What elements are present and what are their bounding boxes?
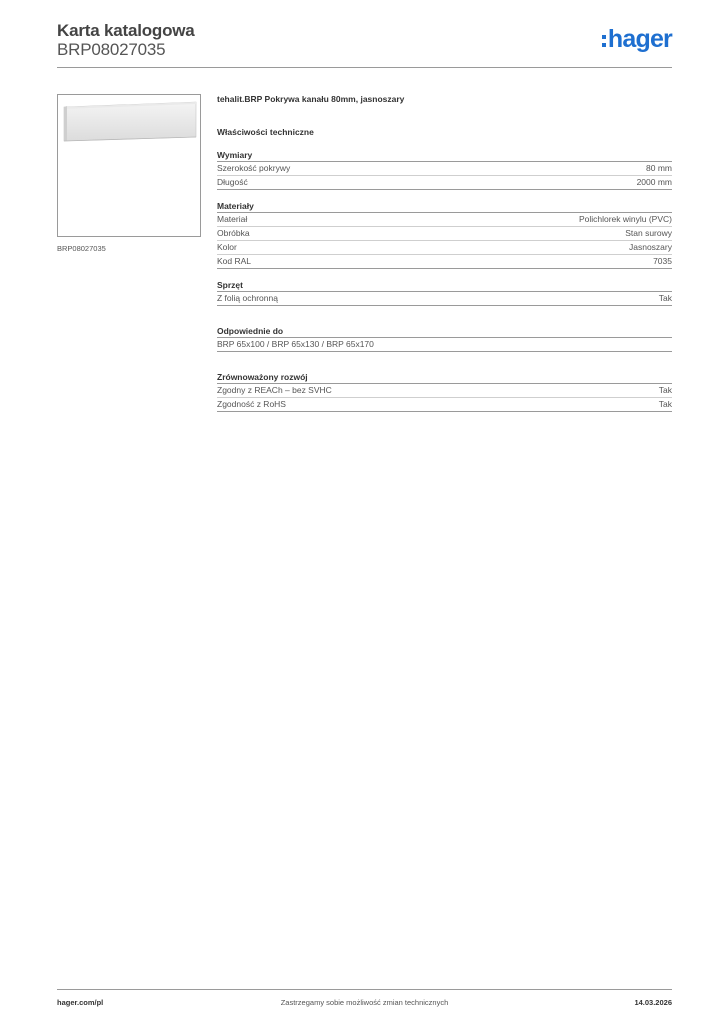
row-value: 80 mm bbox=[646, 163, 672, 173]
page-title: Karta katalogowa bbox=[57, 21, 195, 40]
section-title: Materiały bbox=[217, 198, 672, 213]
product-title: tehalit.BRP Pokrywa kanału 80mm, jasnoszary bbox=[217, 94, 405, 104]
header-divider bbox=[57, 67, 672, 68]
section-title: Sprzęt bbox=[217, 277, 672, 292]
section-wymiary bbox=[217, 147, 672, 190]
table-row bbox=[217, 176, 672, 190]
cable-cover-image bbox=[58, 95, 200, 236]
table-row bbox=[217, 162, 672, 176]
row-label: Zgodny z REACh – bez SVHC bbox=[217, 385, 332, 395]
row-label: Materiał bbox=[217, 214, 248, 224]
row-label: Długość bbox=[217, 177, 248, 187]
row-label: Zgodność z RoHS bbox=[217, 399, 286, 409]
logo-dots-icon bbox=[602, 35, 606, 47]
row-value: Tak bbox=[658, 399, 672, 409]
footer-url[interactable]: hager.com/pl bbox=[57, 998, 104, 1007]
hager-logo bbox=[602, 26, 672, 52]
footer-notice: Zastrzegamy sobie możliwość zmian technicznych bbox=[280, 998, 449, 1007]
section-title: Wymiary bbox=[217, 147, 672, 162]
row-value: Stan surowy bbox=[625, 228, 672, 238]
row-label: Kod RAL bbox=[217, 256, 252, 266]
footer-date: 14.03.2026 bbox=[634, 998, 672, 1007]
table-row bbox=[217, 384, 672, 398]
row-value: Jasnoszary bbox=[629, 242, 672, 252]
section-sprzet bbox=[217, 277, 672, 306]
product-code: BRP08027035 bbox=[57, 40, 166, 59]
table-row bbox=[217, 255, 672, 269]
page-header bbox=[57, 20, 672, 70]
row-label: BRP 65x100 / BRP 65x130 / BRP 65x170 bbox=[217, 339, 374, 349]
row-value: Polichlorek winylu (PVC) bbox=[578, 214, 672, 224]
row-value: 7035 bbox=[653, 256, 672, 266]
row-label: Szerokość pokrywy bbox=[217, 163, 291, 173]
logo-text: hager bbox=[607, 25, 672, 53]
section-odpowiednie bbox=[217, 323, 672, 352]
footer-divider bbox=[57, 989, 672, 990]
row-label: Kolor bbox=[217, 242, 237, 252]
table-row bbox=[217, 338, 672, 352]
image-caption: BRP08027035 bbox=[57, 244, 106, 253]
row-value: Tak bbox=[658, 293, 672, 303]
table-row bbox=[217, 398, 672, 412]
section-title: Odpowiednie do bbox=[217, 323, 672, 338]
product-details bbox=[217, 94, 672, 412]
section-title: Zrównoważony rozwój bbox=[217, 369, 672, 384]
row-value: Tak bbox=[658, 385, 672, 395]
section-zrownowazony bbox=[217, 369, 672, 412]
table-row bbox=[217, 227, 672, 241]
row-label: Obróbka bbox=[217, 228, 250, 238]
table-row bbox=[217, 241, 672, 255]
product-image bbox=[57, 94, 201, 237]
page-footer bbox=[57, 998, 672, 1010]
row-label: Z folią ochronną bbox=[217, 293, 278, 303]
section-materialy bbox=[217, 198, 672, 269]
row-value: 2000 mm bbox=[636, 177, 672, 187]
properties-title: Właściwości techniczne bbox=[217, 127, 314, 137]
table-row bbox=[217, 213, 672, 227]
table-row bbox=[217, 292, 672, 306]
